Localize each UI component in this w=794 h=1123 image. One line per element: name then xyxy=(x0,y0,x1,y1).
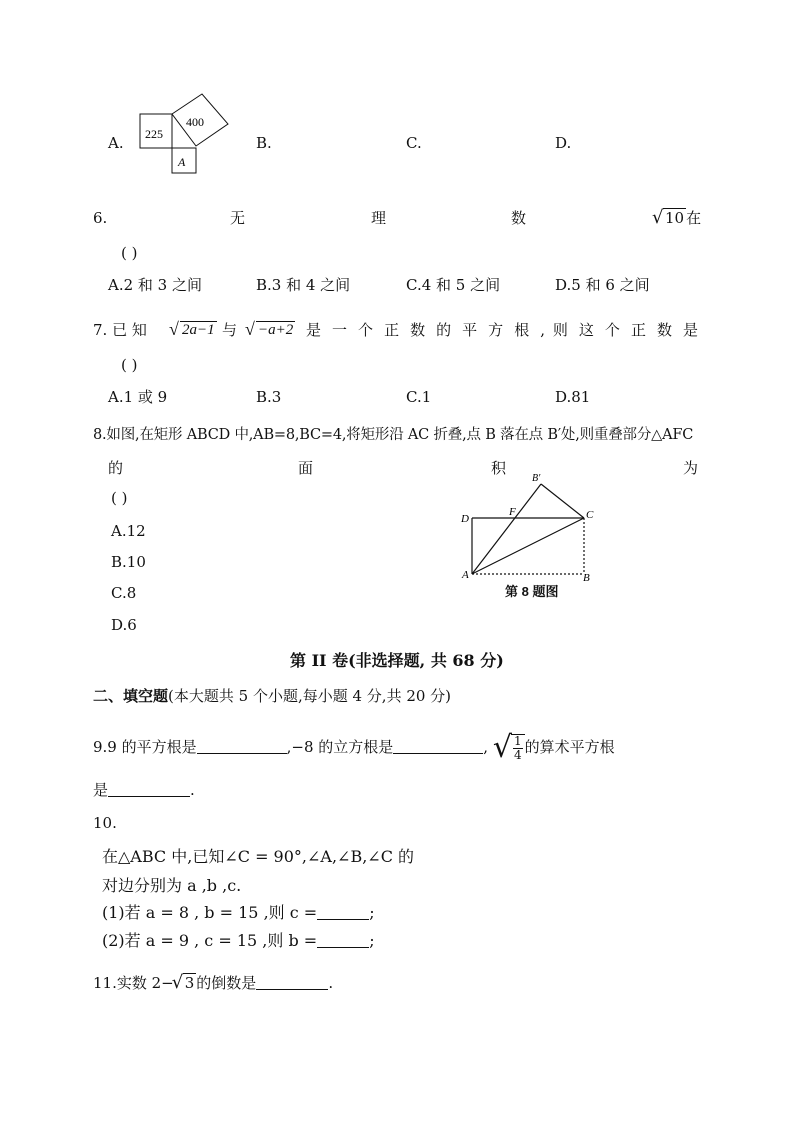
q7-radical-1 xyxy=(171,321,217,339)
q8-text: 8.如图,在矩形 ABCD 中,AB=8,BC=4,将矩形沿 AC 折叠,点 B 落在点 B′处,则重叠部分△AFC xyxy=(93,427,694,443)
q6-number: 6. xyxy=(93,209,108,227)
q6-option-c: C.4 和 5 之间 xyxy=(406,276,501,294)
q11-text-a: 11.实数 2− xyxy=(93,974,174,992)
q5-option-c: C. xyxy=(406,134,422,152)
q10-semicolon-2: ; xyxy=(369,931,375,950)
q9-text-c: , xyxy=(483,738,489,756)
fig-label-225: 225 xyxy=(145,127,163,141)
q8-option-c: C.8 xyxy=(111,584,137,602)
q9-blank-3[interactable] xyxy=(108,782,190,797)
q9-blank-1[interactable] xyxy=(197,739,287,754)
q9-end: . xyxy=(190,781,195,799)
q10-part-1: (1)若 a = 8 , b = 15 ,则 c = xyxy=(102,903,318,922)
q9-text-a: 9.9 的平方根是 xyxy=(93,738,197,756)
q8-word-2: 面 xyxy=(298,459,314,477)
question-11 xyxy=(93,974,333,992)
q8-figure-caption: 第 8 题图 xyxy=(505,584,559,599)
q6-radical xyxy=(654,209,701,227)
section-2-note: (本大题共 5 个小题,每小题 4 分,共 20 分) xyxy=(168,687,452,705)
fig-label-400: 400 xyxy=(186,115,204,129)
q6-option-b: B.3 和 4 之间 xyxy=(256,276,351,294)
question-9-line-2 xyxy=(93,781,195,799)
q10-number: 10. xyxy=(93,814,117,832)
q9-frac-num: 1 xyxy=(513,734,522,749)
q8-word-3: 积 xyxy=(491,459,507,477)
q5-option-a: A. xyxy=(108,134,124,152)
q9-text-e: 是 xyxy=(93,781,109,799)
q7-suffix: 是 一 个 正 数 的 平 方 根 , 则 这 个 正 数 是 xyxy=(306,321,698,339)
part2-title: 第 II 卷(非选择题, 共 68 分) xyxy=(290,651,504,670)
label-d: D xyxy=(461,513,469,525)
q7-option-c: C.1 xyxy=(406,388,432,406)
q10-blank-1[interactable] xyxy=(317,905,369,920)
q11-radicand: 3 xyxy=(184,974,195,992)
q5-squares-figure xyxy=(136,88,232,180)
q6-option-a: A.2 和 3 之间 xyxy=(108,276,202,294)
q10-part-2: (2)若 a = 9 , c = 15 ,则 b = xyxy=(102,931,318,950)
q7-option-b: B.3 xyxy=(256,388,282,406)
q8-word-4: 为 xyxy=(683,459,699,477)
q11-end: . xyxy=(328,974,334,992)
q7-option-a: A.1 或 9 xyxy=(108,388,168,406)
q7-paren: ( ) xyxy=(121,356,138,374)
q10-line-1: 在△ABC 中,已知∠C = 90°,∠A,∠B,∠C 的 xyxy=(102,847,415,866)
q10-line-4 xyxy=(102,931,375,950)
q7-option-d: D.81 xyxy=(555,388,591,406)
section-2-heading xyxy=(93,687,451,705)
q7-mid: 与 xyxy=(222,321,238,339)
question-9-line-1 xyxy=(93,730,615,765)
q7-rad1: 2a−1 xyxy=(182,322,215,338)
q6-tail: 在 xyxy=(686,209,702,227)
label-c: C xyxy=(586,509,594,521)
q8-option-d: D.6 xyxy=(111,616,137,634)
q8-paren: ( ) xyxy=(111,489,128,507)
label-a: A xyxy=(462,569,469,581)
q9-frac-den: 4 xyxy=(513,748,522,762)
q5-option-d: D. xyxy=(555,134,572,152)
q8-word-1: 的 xyxy=(108,459,124,477)
q5-option-b: B. xyxy=(256,134,272,152)
q7-prefix: 7. 已 知 xyxy=(93,321,147,339)
label-b-prime: B′ xyxy=(532,473,541,484)
q10-line-3 xyxy=(102,903,375,922)
label-b: B xyxy=(583,572,590,584)
q6-radicand: 10 xyxy=(665,209,685,227)
label-f: F xyxy=(509,506,516,518)
q11-text-b: 的倒数是 xyxy=(196,974,257,992)
q8-option-a: A.12 xyxy=(111,522,146,540)
q6-word-3: 数 xyxy=(511,209,527,227)
q9-blank-2[interactable] xyxy=(393,739,483,754)
q10-line-2: 对边分别为 a ,b ,c. xyxy=(102,876,242,895)
q6-paren: ( ) xyxy=(121,244,138,262)
q9-sqrt-fraction: √ $\frac{1}{4}$ xyxy=(493,733,525,763)
q6-word-2: 理 xyxy=(371,209,387,227)
q9-text-d: 的算术平方根 xyxy=(524,738,615,756)
q8-option-b: B.10 xyxy=(111,553,146,571)
fig-label-a: A xyxy=(178,155,186,169)
q7-radical-2 xyxy=(247,321,295,339)
q10-semicolon-1: ; xyxy=(369,903,375,922)
q7-rad2: −a+2 xyxy=(258,322,294,338)
q10-blank-2[interactable] xyxy=(317,933,369,948)
q11-blank[interactable] xyxy=(256,975,328,990)
q9-text-b: ,−8 的立方根是 xyxy=(286,738,394,756)
section-2-label: 二、填空题 xyxy=(93,687,169,705)
q6-option-d: D.5 和 6 之间 xyxy=(555,276,650,294)
q6-word-1: 无 xyxy=(230,209,246,227)
